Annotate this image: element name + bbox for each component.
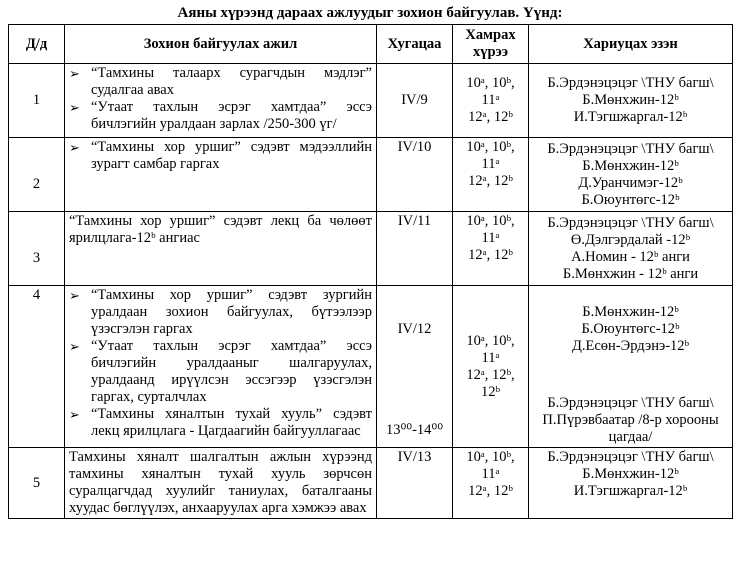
date-cell: IV/9 [377,64,453,138]
date-cell: IV/10 [377,138,453,212]
table-row [9,448,733,519]
task-cell [65,64,377,138]
task-cell [65,138,377,212]
responsible-cell: Б.Эрдэнэцэцэг \ТНУ багш\ Б.Мөнхжин-12ᵇ Д.Уранчимэг-12ᵇ Б.Оюунтөгс-12ᵇ [529,138,733,212]
arrow-bullet-icon: ➢ [69,339,80,354]
table-row [9,64,733,138]
table-header-row [9,25,733,64]
date-cell: IV/13 [377,448,453,519]
header-date: Хугацаа [377,25,453,64]
responsible-cell: Б.Эрдэнэцэцэг \ТНУ багш\ Б.Мөнхжин-12ᵇ И.Тэгшжаргал-12ᵇ [529,448,733,519]
row-number: 1 [9,64,65,138]
task-cell [65,286,377,448]
task-cell: Тамхины хяналт шалгалтын ажлын хүрээнд тамхины хяналтын тухай хууль зөрчсөн суралцагчдад хуулийг таниулах, баталгааны хуудас бөглүүлэх, анхааруулах арга хэмжээ авах [65,448,377,519]
header-task: Зохион байгуулах ажил [65,25,377,64]
responsible-cell: Б.Мөнхжин-12ᵇ Б.Оюунтөгс-12ᵇ Д.Есөн-Эрдэнэ-12ᵇ Б.Эрдэнэцэцэг \ТНУ багш\ П.Пүрэвбаатар /8-р хорооны цагдаа/ [529,286,733,448]
task-bullet: ➢ “Тамхины талаарх сурагчдын мэдлэг” судалгаа авах [69,65,372,98]
arrow-bullet-icon: ➢ [69,140,80,155]
scope-cell: 10ᵃ, 10ᵇ, 11ᵃ 12ᵃ, 12ᵇ [453,448,529,519]
task-bullet: ➢ “Тамхины хяналтын тухай хууль” сэдэвт лекц ярилцлага - Цагдаагийн байгууллагаас [69,406,372,439]
table-row [9,138,733,212]
task-bullet: ➢ “Утаат тахлын эсрэг хамтдаа” эссэ бичлэгийн уралдааныг шалгаруулах, уралдаанд ирүүлсэн эссэгээр үзэсгэлэн гаргах, сурталчлах [69,338,372,405]
arrow-bullet-icon: ➢ [69,66,80,81]
row-number: 4 [9,286,65,448]
date-cell [377,286,453,448]
activity-table [8,24,733,519]
row-number: 3 [9,212,65,286]
header-no: Д/д [9,25,65,64]
row-number: 5 [9,448,65,519]
scope-cell: 10ᵃ, 10ᵇ, 11ᵃ 12ᵃ, 12ᵇ [453,138,529,212]
arrow-bullet-icon: ➢ [69,288,80,303]
scope-cell: 10ᵃ, 10ᵇ, 11ᵃ 12ᵃ, 12ᵇ [453,212,529,286]
table-row [9,212,733,286]
table-row [9,286,733,448]
task-bullet: ➢ “Тамхины хор уршиг” сэдэвт зургийн уралдаан зохион байгуулах, бүтээлээр үзэсгэлэн гаргах [69,287,372,337]
row-number: 2 [9,138,65,212]
date-cell: IV/11 [377,212,453,286]
scope-cell: 10ᵃ, 10ᵇ, 11ᵃ 12ᵃ, 12ᵇ [453,64,529,138]
task-bullet: ➢ “Утаат тахлын эсрэг хамтдаа” эссэ бичлэгийн уралдаан зарлах /250-300 үг/ [69,99,372,132]
scope-cell: 10ᵃ, 10ᵇ, 11ᵃ 12ᵃ, 12ᵇ, 12ᵇ [453,286,529,448]
arrow-bullet-icon: ➢ [69,407,80,422]
arrow-bullet-icon: ➢ [69,100,80,115]
header-scope: Хамрах хүрээ [453,25,529,64]
responsible-cell: Б.Эрдэнэцэцэг \ТНУ багш\ Б.Мөнхжин-12ᵇ И.Тэгшжаргал-12ᵇ [529,64,733,138]
task-bullet: ➢ “Тамхины хор уршиг” сэдэвт мэдээллийн зурагт самбар гаргах [69,139,372,172]
document-title: Аяны хүрээнд дараах ажлуудыг зохион байгуулав. Үүнд: [177,5,563,21]
header-responsible: Хариуцах эзэн [529,25,733,64]
date-value: IV/12 [397,321,432,337]
task-cell: “Тамхины хор уршиг” сэдэвт лекц ба чөлөөт ярилцлага-12ᵇ ангиас [65,212,377,286]
responsible-cell: Б.Эрдэнэцэцэг \ТНУ багш\ Ө.Дэлгэрдалай -12ᵇ А.Номин - 12ᵇ анги Б.Мөнхжин - 12ᵇ анги [529,212,733,286]
time-value: 13⁰⁰-14⁰⁰ [385,422,444,438]
